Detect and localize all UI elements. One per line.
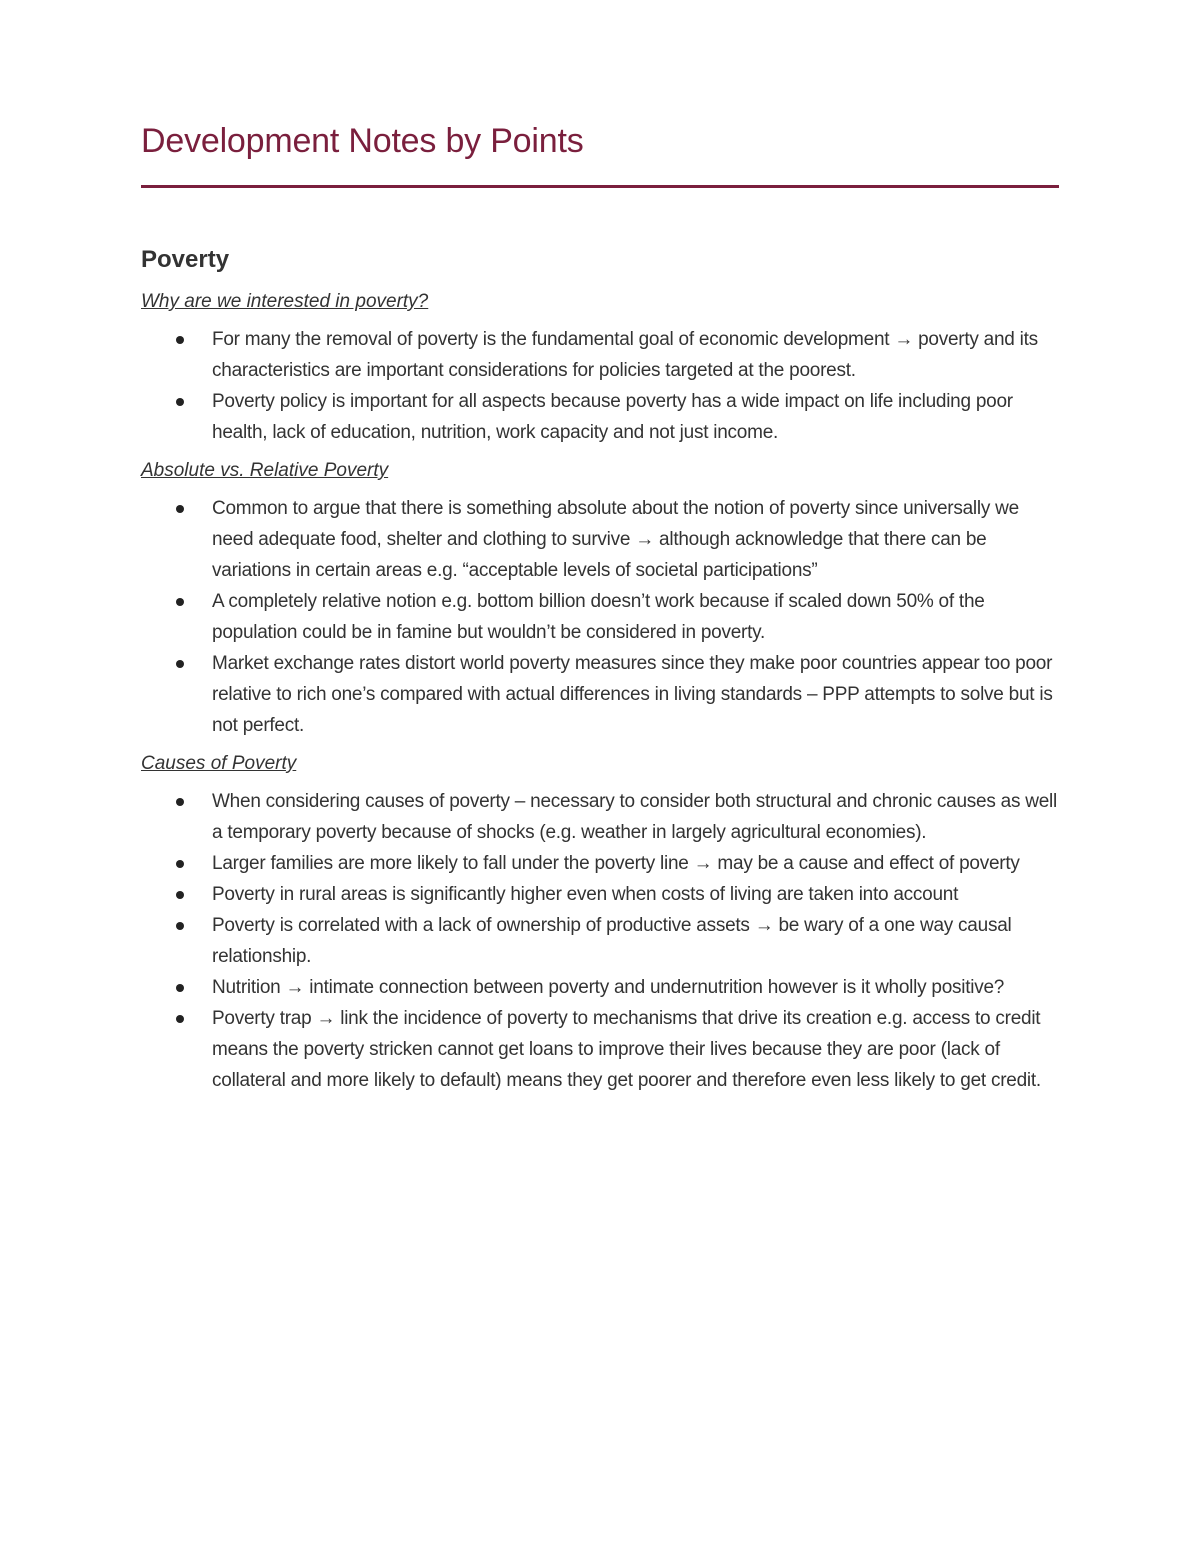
list-item: [141, 1003, 1061, 1096]
document-title: Development Notes by Points: [141, 122, 584, 160]
section-heading: Poverty: [141, 246, 230, 273]
list-item: [141, 324, 1061, 386]
bullet-icon: [176, 860, 184, 868]
list-item: [141, 648, 1061, 741]
bullet-icon: [176, 891, 184, 899]
list-item-text: Larger families are more likely to fall under the poverty line → may be a cause and effect of poverty: [212, 853, 1020, 874]
list-item: [141, 972, 1061, 1003]
list-item: [141, 848, 1061, 879]
list-item-text: Poverty in rural areas is significantly higher even when costs of living are taken into account: [212, 884, 959, 905]
list-item-text: When considering causes of poverty – necessary to consider both structural and chronic causes as well a temporary poverty because of shocks (e.g. weather in largely agricultural economies).: [212, 791, 1057, 843]
bullet-icon: [176, 660, 184, 668]
document-body: [141, 244, 1061, 1107]
list-item-text: Common to argue that there is something absolute about the notion of poverty since universally we need adequate food, shelter and clothing to survive → although acknowledge that there can be variations in certain areas e.g. “acceptable levels of societal participations”: [212, 498, 1019, 581]
list-item: [141, 786, 1061, 848]
bullet-icon: [176, 505, 184, 513]
list-item-text: Market exchange rates distort world poverty measures since they make poor countries appear too poor relative to rich one’s compared with actual differences in living standards – PPP attempts to solve but is not perfect.: [212, 653, 1053, 736]
subheading-causes-of-poverty: Causes of Poverty: [141, 753, 297, 774]
list-item: [141, 493, 1061, 586]
list-item-text: Poverty policy is important for all aspects because poverty has a wide impact on life including poor health, lack of education, nutrition, work capacity and not just income.: [212, 391, 1013, 443]
bullet-list: [141, 324, 1061, 448]
list-item: [141, 879, 1061, 910]
bullet-icon: [176, 398, 184, 406]
list-item: [141, 910, 1061, 972]
bullet-icon: [176, 798, 184, 806]
bullet-icon: [176, 598, 184, 606]
bullet-icon: [176, 336, 184, 344]
list-item: [141, 586, 1061, 648]
bullet-list: [141, 786, 1061, 1096]
list-item: [141, 386, 1061, 448]
subheading-why-interested: Why are we interested in poverty?: [141, 291, 429, 312]
list-item-text: Poverty is correlated with a lack of ownership of productive assets → be wary of a one way causal relationship.: [212, 915, 1012, 967]
list-item-text: Nutrition → intimate connection between poverty and undernutrition however is it wholly positive?: [212, 977, 1005, 998]
subheading-absolute-vs-relative: Absolute vs. Relative Poverty: [141, 460, 389, 481]
bullet-icon: [176, 1015, 184, 1023]
bullet-list: [141, 493, 1061, 741]
list-item-text: For many the removal of poverty is the fundamental goal of economic development → poverty and its characteristics are important considerations for policies targeted at the poorest.: [212, 329, 1038, 381]
list-item-text: A completely relative notion e.g. bottom billion doesn’t work because if scaled down 50% of the population could be in famine but wouldn’t be considered in poverty.: [212, 591, 985, 643]
bullet-icon: [176, 984, 184, 992]
title-divider: [141, 185, 1059, 188]
bullet-icon: [176, 922, 184, 930]
list-item-text: Poverty trap → link the incidence of poverty to mechanisms that drive its creation e.g. access to credit means the poverty stricken cannot get loans to improve their lives because they are poor (lack of collateral and more likely to default) means they get poorer and therefore even less likely to get credit.: [212, 1008, 1041, 1091]
